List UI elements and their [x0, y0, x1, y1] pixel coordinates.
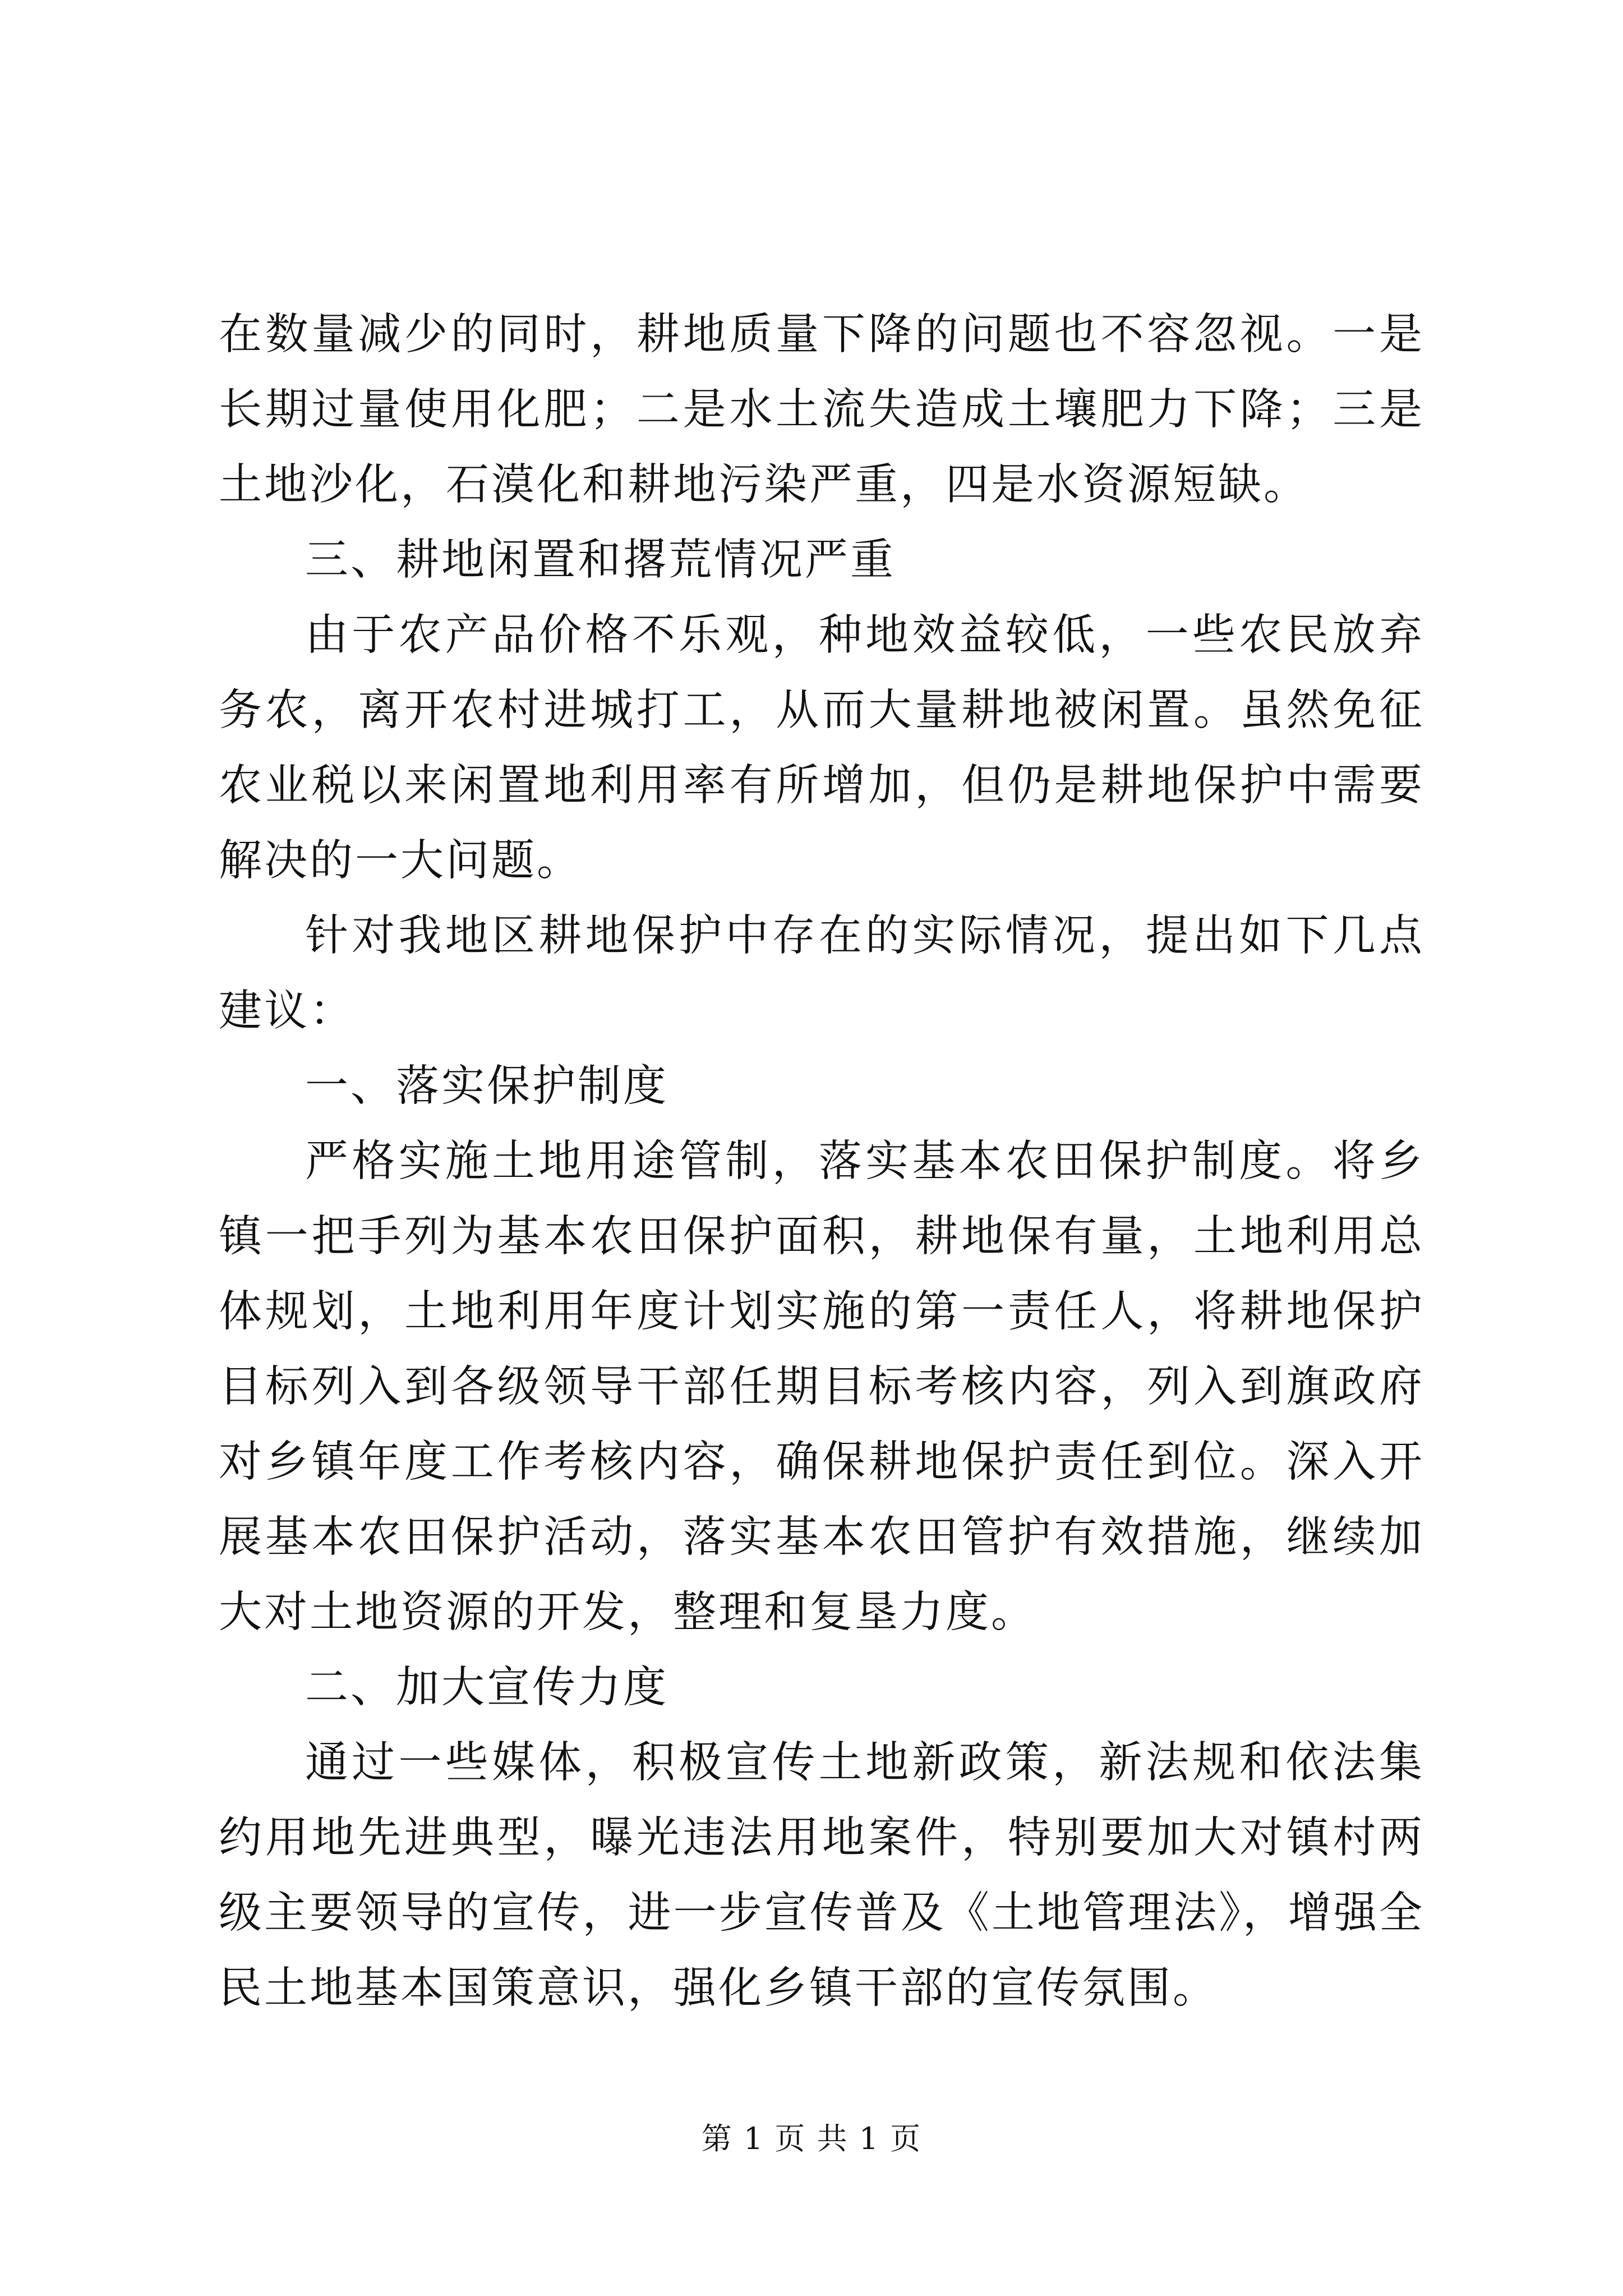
- paragraph-suggestions-intro: 针对我地区耕地保护中存在的实际情况，提出如下几点建议：: [219, 911, 1424, 1036]
- paragraph-protection-system: 严格实施土地用途管制，落实基本农田保护制度。将乡镇一把手列为基本农田保护面积，耕地保有量，土地利用总体规划，土地利用年度计划实施的第一责任人，将耕地保护目标列入到各级领导干部任期目标考核内容，列入到旗政府对乡镇年度工作考核内容，确保耕地保护责任到位。深入开展基本农田保护活动，落实基本农田管护有效措施，继续加大对土地资源的开发，整理和复垦力度。: [219, 1137, 1424, 1637]
- paragraph-idle-land: 由于农产品价格不乐观，种地效益较低，一些农民放弃务农，离开农村进城打工，从而大量耕地被闲置。虽然免征农业税以来闲置地利用率有所增加，但仍是耕地保护中需要解决的一大问题。: [219, 610, 1424, 886]
- suggestion-heading-2: 二、加大宣传力度: [305, 1663, 668, 1713]
- suggestion-heading-1: 一、落实保护制度: [305, 1061, 668, 1111]
- paragraph-continuation: 在数量减少的同时，耕地质量下降的问题也不容忽视。一是长期过量使用化肥；二是水土流失造成土壤肥力下降；三是土地沙化，石漠化和耕地污染严重，四是水资源短缺。: [219, 310, 1424, 510]
- section-heading-3: 三、耕地闲置和撂荒情况严重: [305, 535, 896, 585]
- page-number-footer: 第 1 页 共 1 页: [701, 2121, 922, 2156]
- document-body: [219, 297, 1424, 2026]
- paragraph-publicity: 通过一些媒体，积极宣传土地新政策，新法规和依法集约用地先进典型，曝光违法用地案件，特别要加大对镇村两级主要领导的宣传，进一步宣传普及《土地管理法》，增强全民土地基本国策意识，强化乡镇干部的宣传氛围。: [219, 1738, 1424, 2013]
